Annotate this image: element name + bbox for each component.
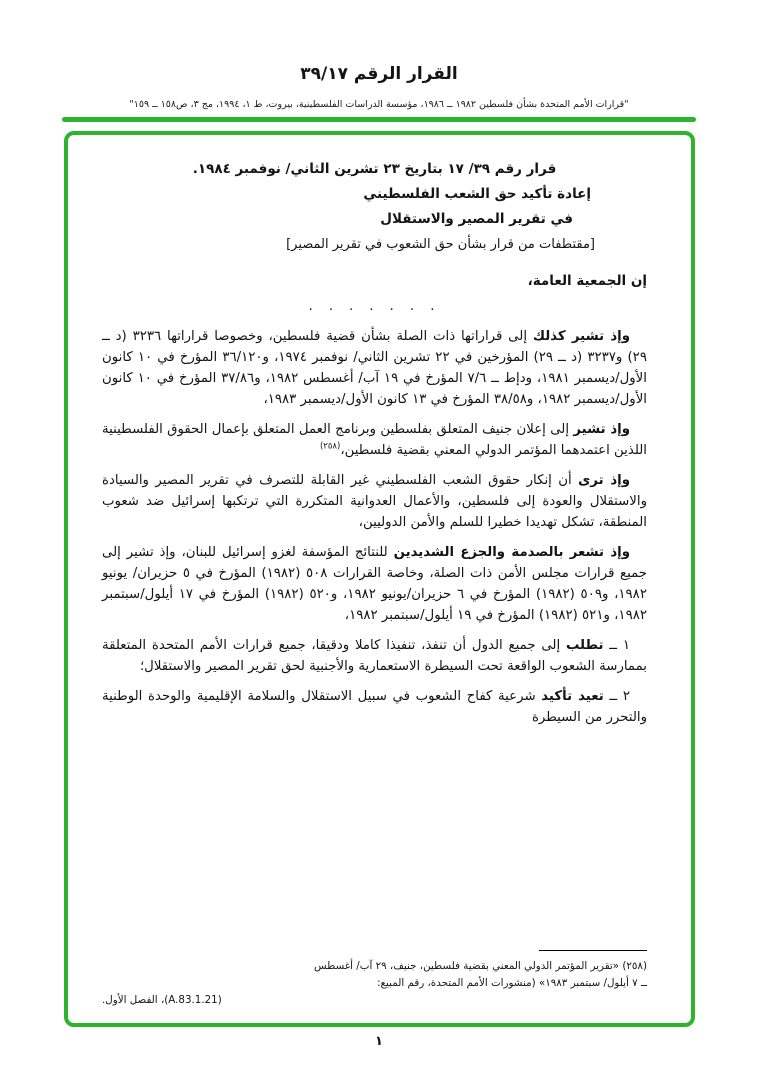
document-frame <box>64 131 695 1027</box>
opening-clause: إن الجمعية العامة، <box>527 273 647 289</box>
paragraph-text: شرعية كفاح الشعوب في سبيل الاستقلال والسلامة الإقليمية والوحدة الوطنية والتحرر من السيطرة <box>102 689 647 725</box>
paragraph-lead: وإذ تشير <box>573 422 630 437</box>
document-paragraph-6 <box>102 686 647 728</box>
green-divider <box>62 117 696 122</box>
page-title: القرار الرقم ٣٩/١٧ <box>300 64 458 84</box>
document-paragraph-5 <box>102 635 647 677</box>
document-paragraph-3 <box>102 470 647 533</box>
paragraph-lead: تعيد تأكيد <box>541 689 604 704</box>
page-number: ١ <box>375 1034 383 1049</box>
footnote-line: ــ ٧ أيلول/ سبتمبر ١٩٨٣» (منشورات الأمم المتحدة، رقم المبيع: <box>377 977 647 989</box>
paragraph-text: إلى جميع الدول أن تنفذ، تنفيذا كاملا ودقيقا، جميع قرارات الأمم المتحدة المتعلقة بممارسة الشعوب الواقعة تحت السيطرة الاستعمارية والأجنبية لحق تقرير المصير والاستقلال؛ <box>102 638 647 674</box>
paragraph-lead: وإذ تشعر بالصدمة والجزع الشديدين <box>393 545 630 560</box>
paragraph-text: أن إنكار حقوق الشعب الفلسطيني غير القابلة للتصرف في تقرير المصير والسيادة والاستقلال والعودة إلى فلسطين، والأعمال العدوانية المتكررة التي ترتكبها إسرائيل ضد شعوب المنطقة، تشكل تهديدا خطيرا للسلم والأمن الدوليين، <box>102 473 647 530</box>
footnote <box>102 950 647 1009</box>
footnote-line: (A.83.1.21)، الفصل الأول. <box>102 994 222 1006</box>
resolution-title-line1: إعادة تأكيد حق الشعب الفلسطيني <box>363 186 591 202</box>
paragraph-text: إلى إعلان جنيف المتعلق بفلسطين وبرنامج العمل المتعلق بإعمال الحقوق الفلسطينية اللذين اعتمدهما المؤتمر الدولي المعني بقضية فلسطين، <box>102 422 647 458</box>
paragraph-text: إلى قراراتها ذات الصلة بشأن قضية فلسطين، وخصوصا قراراتها ٣٢٣٦ (د ــ ٢٩) و٣٢٣٧ (د ــ ٢٩) المؤرخين في ٢٢ تشرين الثاني/ نوفمبر ١٩٧٤، و٣٦/١٢٠ المؤرخ في ١٠ كانون الأول/ديسمبر ١٩٨١، ودإط ــ ٧/٦ المؤرخ في ١٩ آب/ أغسطس ١٩٨٢، و٣٧/٨٦ المؤرخ في ١٠ كانون الأول/ديسمبر ١٩٨٢، و٣٨/٥٨ المؤرخ في ١٣ كانون الأول/ديسمبر ١٩٨٣، <box>102 329 647 407</box>
resolution-title-line2: في تقرير المصير والاستقلال <box>380 211 573 227</box>
paragraph-lead: وإذ تشير كذلك <box>532 329 631 344</box>
footnote-reference: (٢٥٨) <box>319 441 341 452</box>
paragraph-number: ١ ــ <box>603 638 630 653</box>
document-paragraph-4 <box>102 542 647 626</box>
paragraph-lead: تطلب <box>565 638 604 653</box>
footnote-divider <box>539 950 647 951</box>
paragraph-text: للنتائج المؤسفة لغزو إسرائيل للبنان، وإذ تشير إلى جميع قرارات مجلس الأمن ذات الصلة، وخاصة القرارات ٥٠٨ (١٩٨٢) المؤرخ في ٥ حزيران/ يونيو ١٩٨٢، و٥٠٩ (١٩٨٢) المؤرخ في ٦ حزيران/يونيو ١٩٨٢، و٥٢٠ (١٩٨٢) المؤرخ في ١٧ أيلول/سبتمبر ١٩٨٢، و٥٢١ (١٩٨٢) المؤرخ في ١٩ أيلول/سبتمبر ١٩٨٢، <box>102 545 648 623</box>
ellipsis-dots: . . . . . . . <box>308 299 441 314</box>
document-paragraph-2 <box>102 419 647 461</box>
document-paragraph-1 <box>102 326 647 410</box>
source-citation: "قرارات الأمم المتحدة بشأن فلسطين ١٩٨٢ ــ ١٩٨٦، مؤسسة الدراسات الفلسطينية، بيروت، ط ١، ١٩٩٤، مج ٣، ص١٥٨ ــ ١٥٩" <box>129 99 629 110</box>
paragraph-number: ٢ ــ <box>603 689 630 704</box>
paragraph-lead: وإذ ترى <box>578 473 631 488</box>
footnote-line: (٢٥٨) «تقرير المؤتمر الدولي المعني بقضية فلسطين، جنيف، ٢٩ آب/ أغسطس <box>314 960 647 972</box>
excerpt-note: [مقتطفات من قرار بشأن حق الشعوب في تقرير المصير] <box>286 237 595 252</box>
resolution-heading: قرار رقم ٣٩/ ١٧ بتاريخ ٢٣ تشرين الثاني/ نوفمبر ١٩٨٤. <box>192 161 557 177</box>
